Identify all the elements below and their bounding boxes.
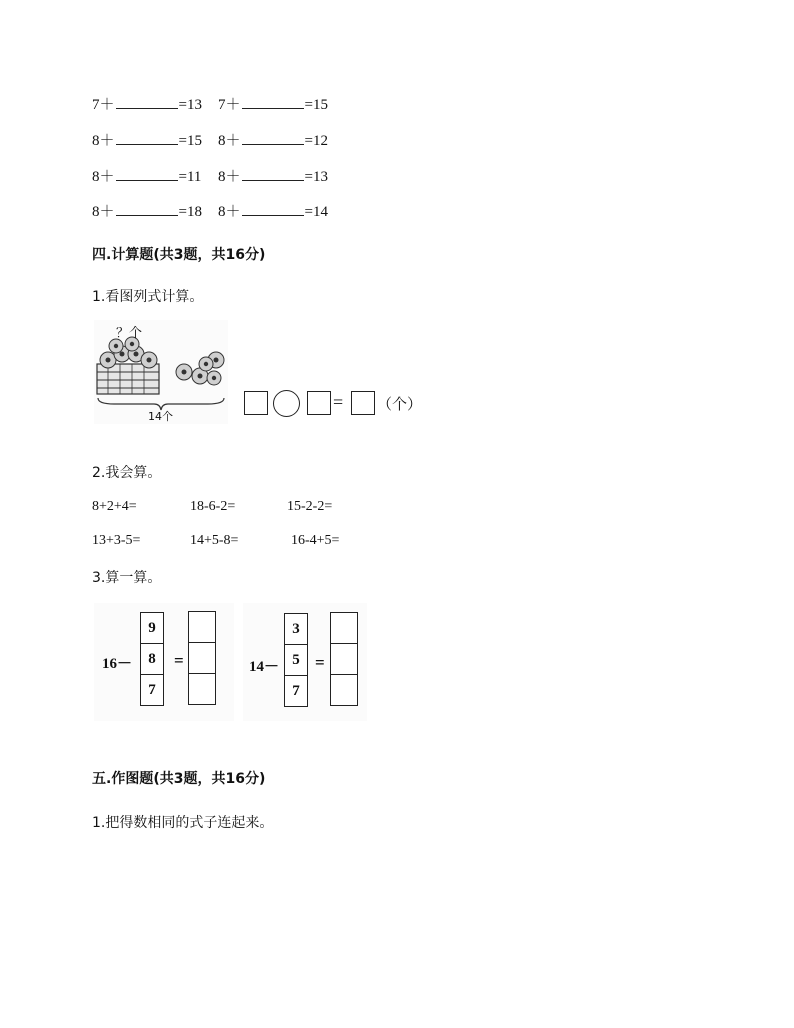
- answer-blank[interactable]: [116, 166, 178, 181]
- fill-prefix: 8＋: [92, 204, 115, 220]
- fill-suffix: =14: [304, 204, 328, 220]
- question-count-label: ？个: [116, 326, 143, 341]
- result-cell[interactable]: [188, 611, 216, 643]
- equals-sign: =: [174, 651, 184, 670]
- fill-prefix: 8＋: [92, 133, 115, 149]
- fill-suffix: =13: [178, 97, 202, 113]
- fill-item: [218, 201, 328, 222]
- subtraction-figure-right: [243, 603, 367, 721]
- question-4-1-text: 1.看图列式计算。: [92, 289, 204, 305]
- operator-circle[interactable]: [273, 390, 300, 417]
- result-cell[interactable]: [330, 612, 358, 644]
- answer-box-1[interactable]: [244, 391, 268, 415]
- soccer-ball-icon: [176, 352, 224, 385]
- section-4-heading: 四.计算题(共3题，共16分): [92, 247, 266, 263]
- result-cell[interactable]: [188, 673, 216, 705]
- fill-prefix: 8＋: [218, 169, 241, 185]
- answer-blank[interactable]: [242, 201, 304, 216]
- subtrahend-cell: 7: [140, 674, 164, 706]
- fill-prefix: 7＋: [218, 97, 241, 113]
- soccer-ball-icon: [100, 337, 157, 368]
- answer-blank[interactable]: [242, 166, 304, 181]
- subtraction-figure-left: [94, 603, 234, 721]
- answer-blank[interactable]: [116, 94, 178, 109]
- answer-box-result[interactable]: [351, 391, 375, 415]
- calc-item: 14+5-8=: [190, 533, 239, 548]
- answer-blank[interactable]: [242, 130, 304, 145]
- question-4-3-text: 3.算一算。: [92, 570, 162, 586]
- fill-suffix: =11: [178, 169, 202, 185]
- calc-item: 13+3-5=: [92, 533, 141, 548]
- subtrahend-cell: 8: [140, 643, 164, 675]
- fill-prefix: 8＋: [218, 204, 241, 220]
- fill-item: [92, 201, 202, 222]
- question-4-2-text: 2.我会算。: [92, 465, 162, 481]
- fill-suffix: =15: [178, 133, 202, 149]
- result-cell[interactable]: [330, 674, 358, 706]
- subtrahend-cell: 5: [284, 644, 308, 676]
- fill-prefix: 8＋: [92, 169, 115, 185]
- result-cell[interactable]: [188, 642, 216, 674]
- fill-suffix: =15: [304, 97, 328, 113]
- unit-label: （个）: [377, 395, 423, 413]
- fill-suffix: =12: [304, 133, 328, 149]
- answer-box-2[interactable]: [307, 391, 331, 415]
- minuend-label: 16－: [102, 656, 133, 672]
- result-cell[interactable]: [330, 643, 358, 675]
- calc-item: 18-6-2=: [190, 499, 236, 514]
- fill-item: [92, 166, 201, 187]
- subtrahend-cell: 3: [284, 613, 308, 645]
- subtrahend-cell: 9: [140, 612, 164, 644]
- fill-suffix: =13: [304, 169, 328, 185]
- answer-blank[interactable]: [242, 94, 304, 109]
- calc-item: 8+2+4=: [92, 499, 137, 514]
- question-5-1-text: 1.把得数相同的式子连起来。: [92, 815, 274, 831]
- calc-item: 15-2-2=: [287, 499, 333, 514]
- calc-item: 16-4+5=: [291, 533, 340, 548]
- fill-item: [92, 94, 202, 115]
- fill-item: [218, 94, 328, 115]
- fill-prefix: 7＋: [92, 97, 115, 113]
- basket-icon: [97, 364, 159, 394]
- total-count-label: 14个: [148, 410, 173, 423]
- section-5-heading: 五.作图题(共3题，共16分): [92, 771, 266, 787]
- fill-item: [92, 130, 202, 151]
- minuend-label: 14－: [249, 659, 280, 675]
- equals-sign: =: [333, 392, 344, 412]
- fill-item: [218, 130, 328, 151]
- subtrahend-cell: 7: [284, 675, 308, 707]
- answer-blank[interactable]: [116, 130, 178, 145]
- fill-prefix: 8＋: [218, 133, 241, 149]
- fill-item: [218, 166, 328, 187]
- balls-picture: [94, 320, 228, 424]
- equals-sign: =: [315, 653, 325, 672]
- fill-suffix: =18: [178, 204, 202, 220]
- answer-blank[interactable]: [116, 201, 178, 216]
